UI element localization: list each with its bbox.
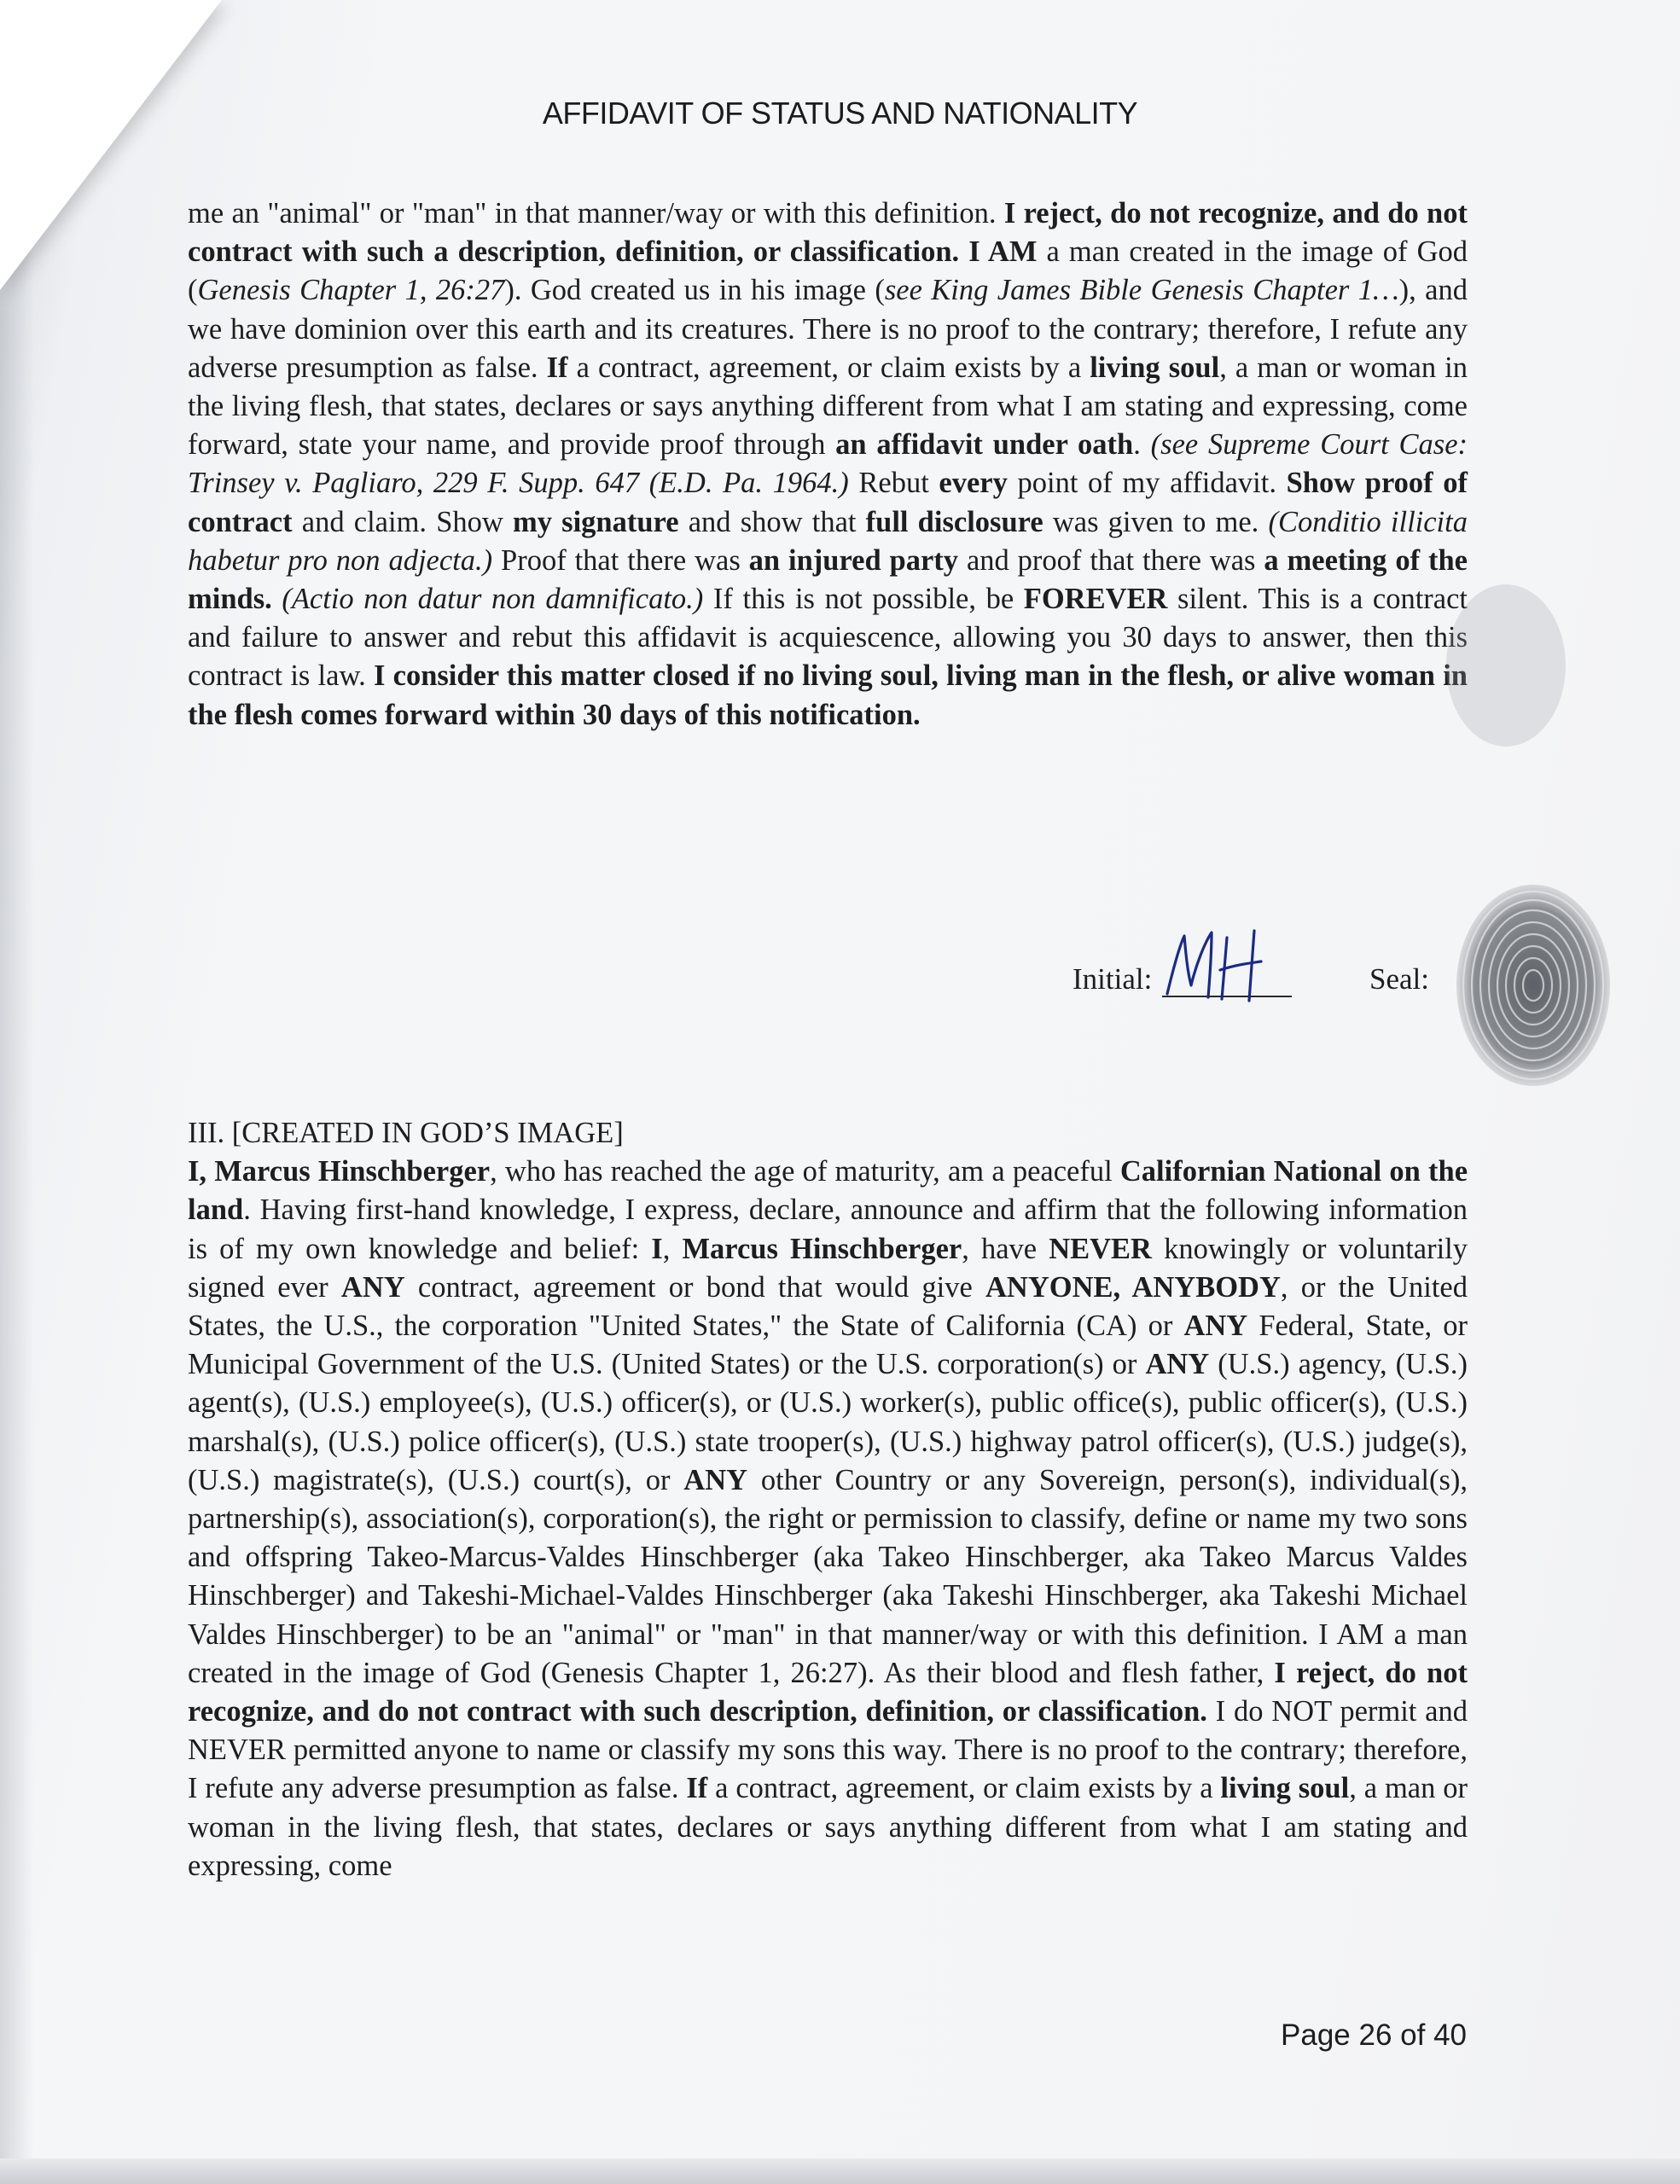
text-run: contract, agreement or bond that would give xyxy=(404,1270,985,1304)
text-run: , xyxy=(662,1232,683,1265)
handwritten-initials-signature xyxy=(1160,926,1305,1002)
text-run: a man created in the image of God ( xyxy=(188,235,1468,307)
text-run-bold: Show proof of contract xyxy=(188,467,1468,538)
text-run-bold: ANY xyxy=(683,1463,748,1496)
text-run: If this is not possible, be xyxy=(703,583,1024,616)
text-run-bold: living soul xyxy=(1090,351,1220,384)
text-run: Rebut xyxy=(848,467,939,500)
text-run: , a man or woman in the living flesh, that states, declares or says anything different from what I am stating and expressing, come forward, state your name, and provide proof through xyxy=(188,351,1468,462)
seal-label: Seal: xyxy=(1369,962,1429,996)
text-run-bold: every xyxy=(939,467,1008,500)
text-run-bold: living soul xyxy=(1220,1772,1350,1805)
text-run: point of my affidavit. xyxy=(1007,467,1287,500)
text-run-bold: If xyxy=(686,1772,708,1805)
text-run: , a man or woman in the living flesh, that states, declares or says anything different from what I am stating and expressing, come xyxy=(188,1772,1468,1882)
text-run: silent. This is a contract and failure to answer and rebut this affidavit is acquiescence, allowing you 30 days to answer, then this contract is law. xyxy=(188,583,1468,693)
text-run: Federal, State, or Municipal Government of the U.S. (United States) or the U.S. corporation(s) or xyxy=(188,1310,1468,1381)
text-run-italic: (Actio non datur non damnificato.) xyxy=(282,583,704,616)
text-run-bold: I reject, do not recognize, and do not contract with such description, definition, or classification. xyxy=(188,1656,1468,1728)
text-run-bold: I xyxy=(651,1232,663,1265)
text-run: I do NOT permit and NEVER permitted anyone to name or classify my sons this way. There is no proof to the contrary; therefore, I refute any adverse presumption as false. xyxy=(188,1695,1468,1805)
text-run: , who has reached the age of maturity, am a peaceful xyxy=(490,1155,1120,1188)
text-run-bold: a meeting of the minds. xyxy=(188,543,1468,616)
paragraph-rejection xyxy=(188,195,1468,735)
page-number: Page 26 of 40 xyxy=(1281,2018,1467,2052)
text-run-bold: I consider this matter closed if no living soul, living man in the flesh, or alive woman in the flesh comes forward within 30 days of this notification. xyxy=(188,659,1468,731)
text-run-bold: NEVER xyxy=(1049,1232,1152,1265)
text-run: a contract, agreement, or claim exists by a xyxy=(707,1772,1221,1805)
section-heading: III. [CREATED IN GOD’S IMAGE] xyxy=(188,1117,624,1149)
page-bottom-edge xyxy=(0,2158,1680,2184)
text-run: other Country or any Sovereign, person(s), individual(s), partnership(s), association(s), corporation(s), the right or permission to classify, define or name my two sons and offspring Takeo-Marcus-Valdes Hinschberger (aka Takeo Hinschberger, aka Takeo Marcus Valdes Hinschberger) and Takeshi-Michael-Valdes Hinschberger (aka Takeshi Hinschberger, aka Takeshi Michael Valdes Hinschberger) to be an "animal" or "man" in that manner/way or with this definition. I AM a man created in the image of God (Genesis Chapter 1, 26:27). As their blood and flesh father, xyxy=(188,1463,1468,1689)
text-run-bold: I reject, do not recognize, and do not contract with such a description, definition, or classification. I AM xyxy=(188,197,1468,269)
text-run: ), and we have dominion over this earth and its creatures. There is no proof to the contrary; therefore, I refute any adverse presumption as false. xyxy=(188,274,1468,384)
text-run-italic: see King James Bible Genesis Chapter 1… xyxy=(884,274,1399,307)
text-run: ). God created us in his image ( xyxy=(504,274,885,307)
text-run-bold: ANYONE, ANYBODY xyxy=(985,1270,1281,1304)
text-run: , or the United States, the U.S., the corporation "United States," the State of California (CA) or xyxy=(188,1270,1468,1343)
text-run: (U.S.) agency, (U.S.) agent(s), (U.S.) employee(s), (U.S.) officer(s), or (U.S.) worker(s), public office(s), public officer(s), (U.S.) marshal(s), (U.S.) police officer(s), (U.S.) state trooper(s), (U.S.) highway patrol officer(s), (U.S.) judge(s), (U.S.) magistrate(s), (U.S.) court(s), or xyxy=(188,1348,1468,1496)
text-run: and proof that there was xyxy=(958,543,1264,577)
text-run-bold: an affidavit under oath xyxy=(835,428,1134,462)
fingerprint-seal xyxy=(1450,879,1617,1092)
document-title: AFFIDAVIT OF STATUS AND NATIONALITY xyxy=(542,96,1138,131)
text-run-bold: ANY xyxy=(1183,1310,1248,1343)
text-run-bold: an injured party xyxy=(748,543,959,577)
text-run: a contract, agreement, or claim exists by a xyxy=(567,351,1090,384)
text-run-italic: (Conditio illicita habetur pro non adjecta.) xyxy=(188,505,1468,577)
text-run: . xyxy=(1133,428,1151,462)
text-run-bold: full disclosure xyxy=(865,505,1043,538)
text-run-bold: Marcus Hinschberger xyxy=(682,1232,962,1265)
text-run: . Having first-hand knowledge, I express, declare, announce and affirm that the following information is of my own knowledge and belief: xyxy=(188,1194,1468,1265)
text-run-bold: I, Marcus Hinschberger xyxy=(188,1155,491,1188)
text-run: was given to me. xyxy=(1043,505,1269,538)
text-run-bold: ANY xyxy=(1145,1348,1210,1381)
section-created-in-gods-image xyxy=(188,1114,1468,1885)
text-run: and claim. Show xyxy=(292,505,513,538)
text-run: Proof that there was xyxy=(492,543,749,577)
text-run-italic: (see Supreme Court Case: Trinsey v. Pagliaro, 229 F. Supp. 647 (E.D. Pa. 1964.) xyxy=(188,428,1468,500)
text-run: knowingly or voluntarily signed ever xyxy=(188,1232,1468,1304)
text-run-bold: FOREVER xyxy=(1023,583,1168,616)
text-run-bold: ANY xyxy=(340,1270,405,1304)
page-edge-shadow xyxy=(0,0,34,2184)
faint-fingerprint-bleed xyxy=(1442,580,1570,751)
text-run-bold: If xyxy=(546,351,568,384)
text-run-italic: Genesis Chapter 1, 26:27 xyxy=(197,274,505,307)
text-run xyxy=(272,583,282,615)
text-run: , have xyxy=(962,1232,1049,1265)
text-run: me an "animal" or "man" in that manner/way or with this definition. xyxy=(188,197,1004,229)
initial-label: Initial: xyxy=(1073,962,1153,996)
text-run-bold: Californian National on the land xyxy=(188,1155,1468,1227)
text-run-bold: my signature xyxy=(513,505,679,538)
text-run: and show that xyxy=(678,505,866,538)
